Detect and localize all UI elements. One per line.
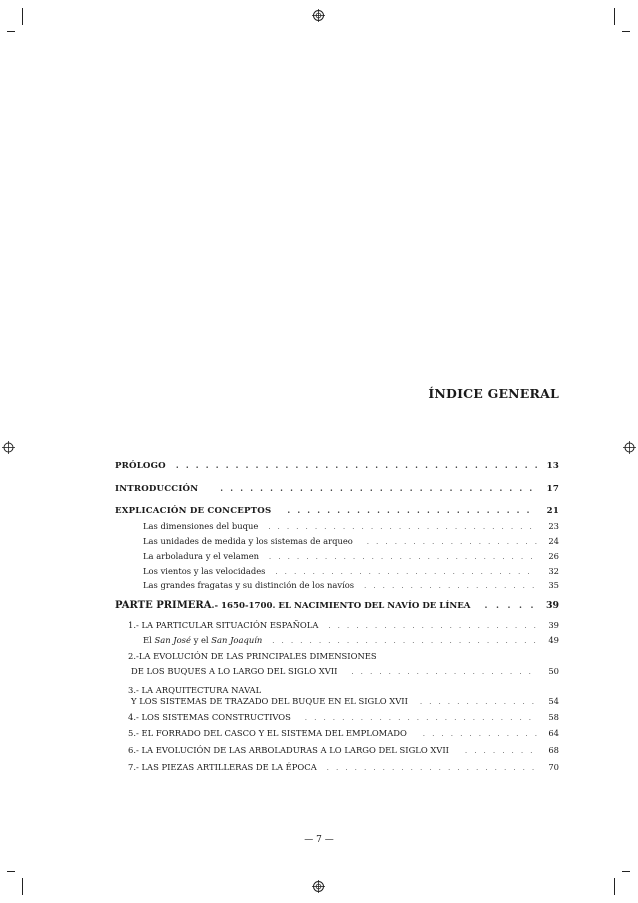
toc-entry-s2[interactable] bbox=[115, 666, 559, 676]
registration-mark-icon bbox=[312, 880, 325, 893]
toc-page-number: 49 bbox=[548, 635, 559, 645]
page-number-footer: — 7 — bbox=[304, 835, 334, 845]
toc-entry-label bbox=[115, 600, 470, 611]
leader-dots bbox=[287, 505, 537, 515]
registration-mark-icon bbox=[2, 441, 15, 454]
toc-entry-prologo[interactable] bbox=[115, 460, 559, 471]
leader-dots bbox=[275, 568, 537, 576]
leader-dots bbox=[269, 553, 537, 561]
toc-entry-label: Los vientos y las velocidades bbox=[143, 566, 266, 576]
leader-dots bbox=[176, 460, 537, 470]
leader-dots bbox=[367, 538, 537, 546]
toc-page-number: 26 bbox=[548, 551, 559, 561]
toc-page-number: 24 bbox=[548, 536, 559, 546]
toc-page-number: 39 bbox=[548, 620, 559, 630]
ship-name: San Joaquín bbox=[211, 635, 263, 645]
leader-dots bbox=[465, 747, 537, 755]
leader-dots bbox=[268, 523, 537, 531]
leader-dots bbox=[220, 483, 537, 493]
toc-entry-s1[interactable] bbox=[115, 620, 559, 630]
leader-dots bbox=[327, 764, 537, 772]
leader-dots bbox=[484, 601, 537, 611]
toc-page-number: 21 bbox=[546, 506, 559, 516]
toc-entry-label bbox=[143, 635, 262, 645]
toc-entry-arboladura[interactable] bbox=[115, 551, 559, 561]
crop-mark bbox=[7, 871, 15, 872]
toc-entry-parte-primera[interactable] bbox=[115, 600, 559, 611]
crop-mark bbox=[614, 878, 615, 895]
toc-entry-s7[interactable] bbox=[115, 762, 559, 772]
toc-entry-label: 1.- LA PARTICULAR SITUACIÓN ESPAÑOLA bbox=[128, 620, 319, 630]
part-subtitle: .- 1650-1700. EL NACIMIENTO DEL NAVÍO DE LÍNEA bbox=[211, 601, 471, 611]
leader-dots bbox=[364, 582, 537, 590]
toc-page-number: 50 bbox=[548, 666, 559, 676]
toc-entry-introduccion[interactable] bbox=[115, 483, 559, 494]
toc-entry-label: INTRODUCCIÓN bbox=[115, 484, 199, 494]
toc-entry-label: 5.- EL FORRADO DEL CASCO Y EL SISTEMA DEL EMPLOMADO bbox=[128, 728, 407, 738]
leader-dots bbox=[328, 622, 537, 630]
toc-entry-dimensiones[interactable] bbox=[115, 521, 559, 531]
toc-page-number: 58 bbox=[548, 712, 559, 722]
leader-dots bbox=[423, 730, 537, 738]
crop-mark bbox=[22, 878, 23, 895]
toc-entry-label: 7.- LAS PIEZAS ARTILLERAS DE LA ÉPOCA bbox=[128, 762, 317, 772]
crop-mark bbox=[622, 871, 630, 872]
toc-entry-s6[interactable] bbox=[115, 745, 559, 755]
page-title: ÍNDICE GENERAL bbox=[428, 386, 559, 401]
registration-mark-icon bbox=[312, 9, 325, 22]
toc-page-number: 13 bbox=[546, 461, 559, 471]
toc-page-number: 54 bbox=[548, 696, 559, 706]
toc-page-number: 68 bbox=[548, 745, 559, 755]
toc-entry-label: Las dimensiones del buque bbox=[143, 521, 259, 531]
toc-entry-fragatas[interactable] bbox=[115, 580, 559, 590]
toc-page-number: 70 bbox=[548, 762, 559, 772]
toc-entry-label: Y LOS SISTEMAS DE TRAZADO DEL BUQUE EN EL SIGLO XVII bbox=[131, 696, 408, 706]
toc-entry-vientos[interactable] bbox=[115, 566, 559, 576]
crop-mark bbox=[7, 31, 15, 32]
crop-mark bbox=[614, 8, 615, 25]
toc-page-number: 17 bbox=[546, 484, 559, 494]
leader-dots bbox=[305, 714, 537, 722]
toc-entry-label: EXPLICACIÓN DE CONCEPTOS bbox=[115, 506, 272, 516]
toc-page-number: 35 bbox=[548, 580, 559, 590]
toc-page-number: 64 bbox=[548, 728, 559, 738]
crop-mark bbox=[22, 8, 23, 25]
toc-entry-label: PRÓLOGO bbox=[115, 461, 166, 471]
toc-entry-s2-line1: 2.-LA EVOLUCIÓN DE LAS PRINCIPALES DIMENSIONES bbox=[128, 651, 377, 661]
toc-entry-s5[interactable] bbox=[115, 728, 559, 738]
registration-mark-icon bbox=[623, 441, 636, 454]
toc-entry-s3[interactable] bbox=[115, 696, 559, 706]
toc-entry-label: La arboladura y el velamen bbox=[143, 551, 260, 561]
toc-entry-label: 6.- LA EVOLUCIÓN DE LAS ARBOLADURAS A LO LARGO DEL SIGLO XVII bbox=[128, 745, 449, 755]
toc-entry-unidades[interactable] bbox=[115, 536, 559, 546]
toc-entry-s3-line1: 3.- LA ARQUITECTURA NAVAL bbox=[128, 685, 262, 695]
part-label: PARTE PRIMERA bbox=[115, 600, 212, 611]
ship-name: San José bbox=[154, 635, 191, 645]
toc-entry-explicacion[interactable] bbox=[115, 505, 559, 516]
toc-page-number: 32 bbox=[548, 566, 559, 576]
text-fragment: El bbox=[143, 635, 155, 645]
toc-entry-s4[interactable] bbox=[115, 712, 559, 722]
toc-page-number: 39 bbox=[545, 600, 559, 611]
toc-entry-san-jose[interactable] bbox=[115, 635, 559, 645]
toc-entry-label: Las unidades de medida y los sistemas de arqueo bbox=[143, 536, 353, 546]
leader-dots bbox=[272, 637, 537, 645]
text-fragment: y el bbox=[190, 635, 212, 645]
crop-mark bbox=[622, 31, 630, 32]
leader-dots bbox=[351, 668, 537, 676]
toc-entry-label: DE LOS BUQUES A LO LARGO DEL SIGLO XVII bbox=[131, 666, 338, 676]
leader-dots bbox=[420, 698, 537, 706]
toc-entry-label: Las grandes fragatas y su distinción de los navíos bbox=[143, 580, 355, 590]
toc-page-number: 23 bbox=[548, 521, 559, 531]
toc-entry-label: 4.- LOS SISTEMAS CONSTRUCTIVOS bbox=[128, 712, 291, 722]
